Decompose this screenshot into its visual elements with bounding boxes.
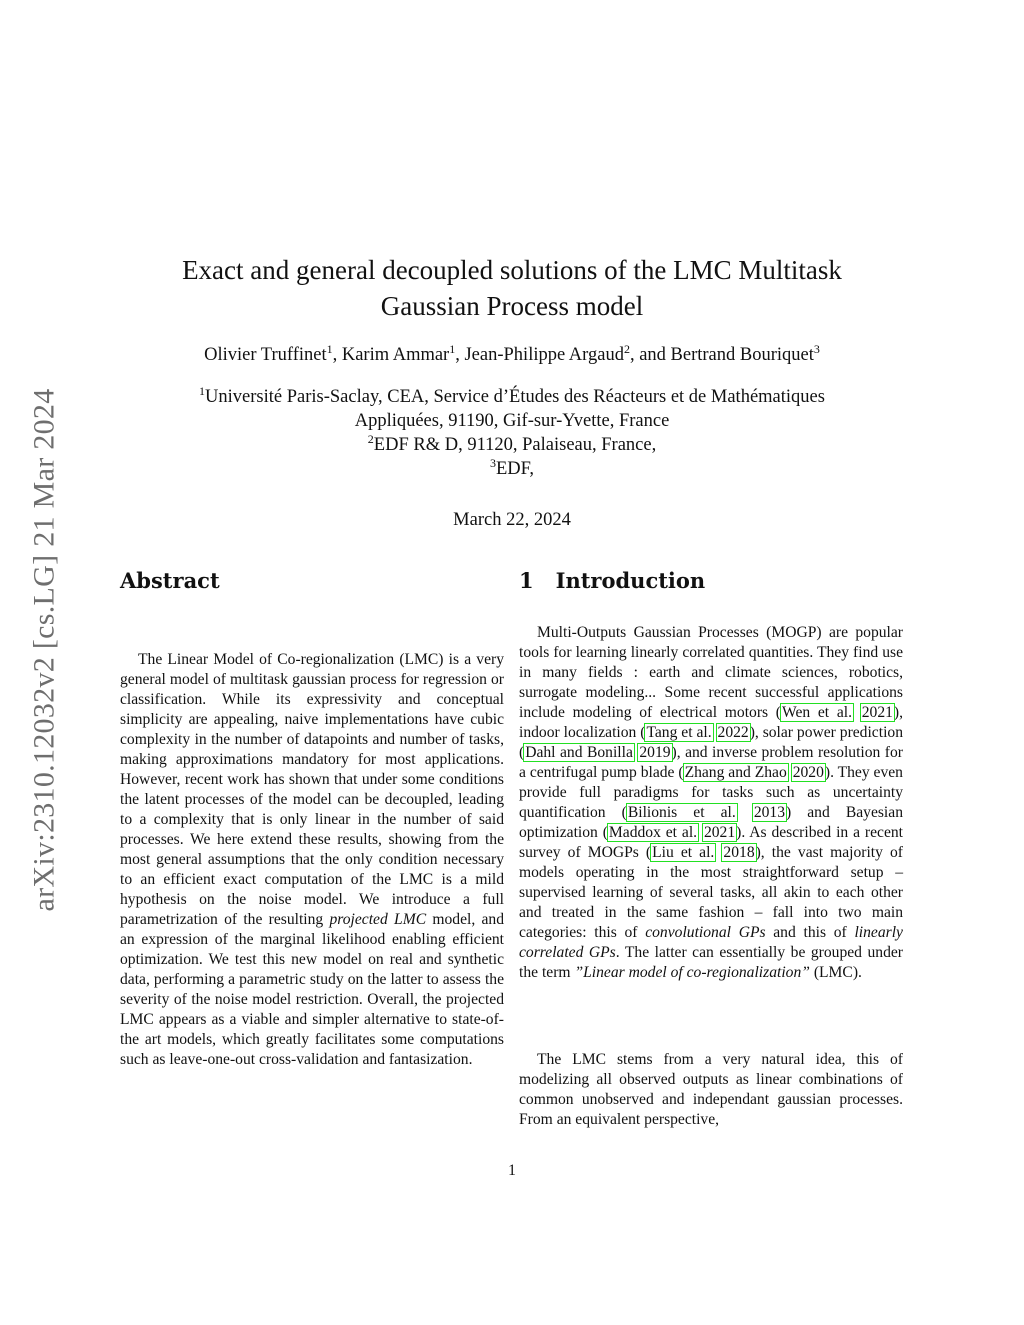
citation-year-link[interactable]: 2022 bbox=[717, 724, 749, 741]
citation-link[interactable]: Wen et al. bbox=[781, 704, 852, 721]
affil-text: Université Paris-Saclay, CEA, Service d’Études des Réacteurs et de Mathématiques bbox=[205, 387, 825, 407]
citation-year-link[interactable]: 2020 bbox=[792, 764, 824, 781]
introduction-paragraph-1 bbox=[519, 623, 903, 983]
arxiv-stamp bbox=[22, 350, 66, 950]
abstract-text: model, and an expression of the marginal likelihood enabling efficient optimization. We test this new model on real and synthetic data, performing a parametric study on the latter to assess the severity of the noise model restriction. Overall, the projected LMC appears as a viable and simpler alternative to state-of-the art models, which greatly facilitates some computations such as leave-one-out cross-validation and fantasization. bbox=[120, 911, 505, 1068]
citation-year-link[interactable]: 2019 bbox=[639, 744, 671, 761]
affiliation-2 bbox=[100, 433, 924, 457]
body-emphasis: linearly correlated GPs bbox=[519, 924, 903, 961]
author-affil-mark: 1 bbox=[449, 341, 456, 356]
citation-link[interactable]: Maddox et al. bbox=[608, 824, 698, 841]
body-text: ). They even provide full paradigms for tasks such as uncertainty quantification ( bbox=[519, 764, 903, 821]
body-text: (LMC). bbox=[809, 964, 862, 981]
author-affil-mark: 2 bbox=[623, 341, 630, 356]
author-affil-mark: 1 bbox=[326, 341, 333, 356]
arxiv-stamp-text: arXiv:2310.12032v2 [cs.LG] 21 Mar 2024 bbox=[27, 388, 61, 912]
affil-number: 1 bbox=[199, 383, 206, 398]
author-separator: , and bbox=[629, 345, 671, 365]
citation-year-link[interactable]: 2021 bbox=[703, 824, 736, 841]
body-text: ), indoor localization ( bbox=[519, 704, 903, 741]
body-text: ) and Bayesian optimization ( bbox=[519, 804, 903, 841]
introduction-heading bbox=[519, 568, 705, 593]
author-separator: , bbox=[455, 345, 465, 365]
author-affil-mark: 3 bbox=[813, 341, 820, 356]
paper-title bbox=[100, 252, 924, 324]
title-line-1: Exact and general decoupled solutions of the LMC Multitask bbox=[182, 255, 842, 285]
citation-link[interactable]: Zhang and Zhao bbox=[684, 764, 787, 781]
section-title: Introduction bbox=[555, 568, 706, 593]
body-text: ), the vast majority of models operating in the most straightforward setup – supervised learning of several tasks, all akin to each other and treated in the same fashion – fall into two main categories: this of bbox=[519, 844, 903, 941]
citation-link[interactable]: Liu et al. bbox=[652, 844, 715, 861]
body-text: and this of bbox=[765, 924, 855, 941]
section-number: 1 bbox=[519, 568, 534, 593]
abstract-body bbox=[120, 650, 504, 1070]
citation-link[interactable]: Bilionis et al. bbox=[627, 804, 736, 821]
affiliation-3 bbox=[100, 457, 924, 481]
page-number: 1 bbox=[508, 1162, 516, 1179]
abstract-emphasis: projected LMC bbox=[329, 911, 427, 928]
affil-text: Appliquées, 91190, Gif-sur-Yvette, France bbox=[354, 411, 670, 431]
body-text: ), solar power prediction ( bbox=[519, 724, 903, 761]
body-text: ), and inverse problem resolution for a centrifugal pump blade ( bbox=[519, 744, 903, 781]
body-text: ). As described in a recent survey of MOGPs ( bbox=[519, 824, 903, 861]
paper-date: March 22, 2024 bbox=[453, 510, 571, 530]
body-emphasis: ”Linear model of co-regionalization” bbox=[574, 964, 810, 981]
author-name: Jean-Philippe Argaud bbox=[464, 345, 624, 365]
author-name: Bertrand Bouriquet bbox=[670, 345, 814, 365]
title-line-2: Gaussian Process model bbox=[380, 291, 644, 321]
citation-year-link[interactable]: 2018 bbox=[723, 844, 755, 861]
affil-text: EDF, bbox=[495, 459, 535, 479]
citation-link[interactable]: Dahl and Bonilla bbox=[525, 744, 633, 761]
introduction-paragraph-2: The LMC stems from a very natural idea, this of modelizing all observed outputs as linear combinations of common unobserved and independant gaussian processes. From an equivalent perspective, bbox=[519, 1051, 903, 1128]
author-name: Olivier Truffinet bbox=[204, 345, 327, 365]
affiliations bbox=[100, 385, 924, 481]
citation-link[interactable]: Tang et al. bbox=[646, 724, 712, 741]
author-separator: , bbox=[332, 345, 342, 365]
affil-number: 3 bbox=[489, 455, 496, 470]
citation-year-link[interactable]: 2021 bbox=[861, 704, 893, 721]
citation-year-link[interactable]: 2013 bbox=[753, 804, 786, 821]
abstract-heading: Abstract bbox=[120, 568, 220, 593]
affiliation-1 bbox=[100, 385, 924, 409]
body-emphasis: convolutional GPs bbox=[645, 924, 766, 941]
body-text: . The latter can essentially be grouped under the term bbox=[519, 944, 903, 981]
author-list bbox=[100, 343, 924, 367]
abstract-text: The Linear Model of Co-regionalization (LMC) is a very general model of multitask gaussian process for regression or classification. While its expressivity and conceptual simplicity are appealing, naive implementations have cubic complexity in the number of datapoints and number of tasks, making approximations mandatory for most applications. However, recent work has shown that under some conditions the latent processes of the model can be decoupled, leading to a complexity that is only linear in the number of said processes. We here extend these results, showing from the most general assumptions that the only condition necessary to an efficient exact computation of the LMC is a mild hypothesis on the noise model. We introduce a full parametrization of the resulting bbox=[120, 651, 504, 928]
author-name: Karim Ammar bbox=[341, 345, 450, 365]
body-text: Multi-Outputs Gaussian Processes (MOGP) are popular tools for learning linearly correlated quantities. They find use in many fields : earth and climate sciences, robotics, surrogate modeling... Some recent successful applications include modeling of electrical motors ( bbox=[519, 624, 903, 721]
affil-number: 2 bbox=[367, 431, 374, 446]
affil-text: EDF R& D, 91120, Palaiseau, France, bbox=[373, 435, 657, 455]
affiliation-1-cont bbox=[100, 409, 924, 433]
